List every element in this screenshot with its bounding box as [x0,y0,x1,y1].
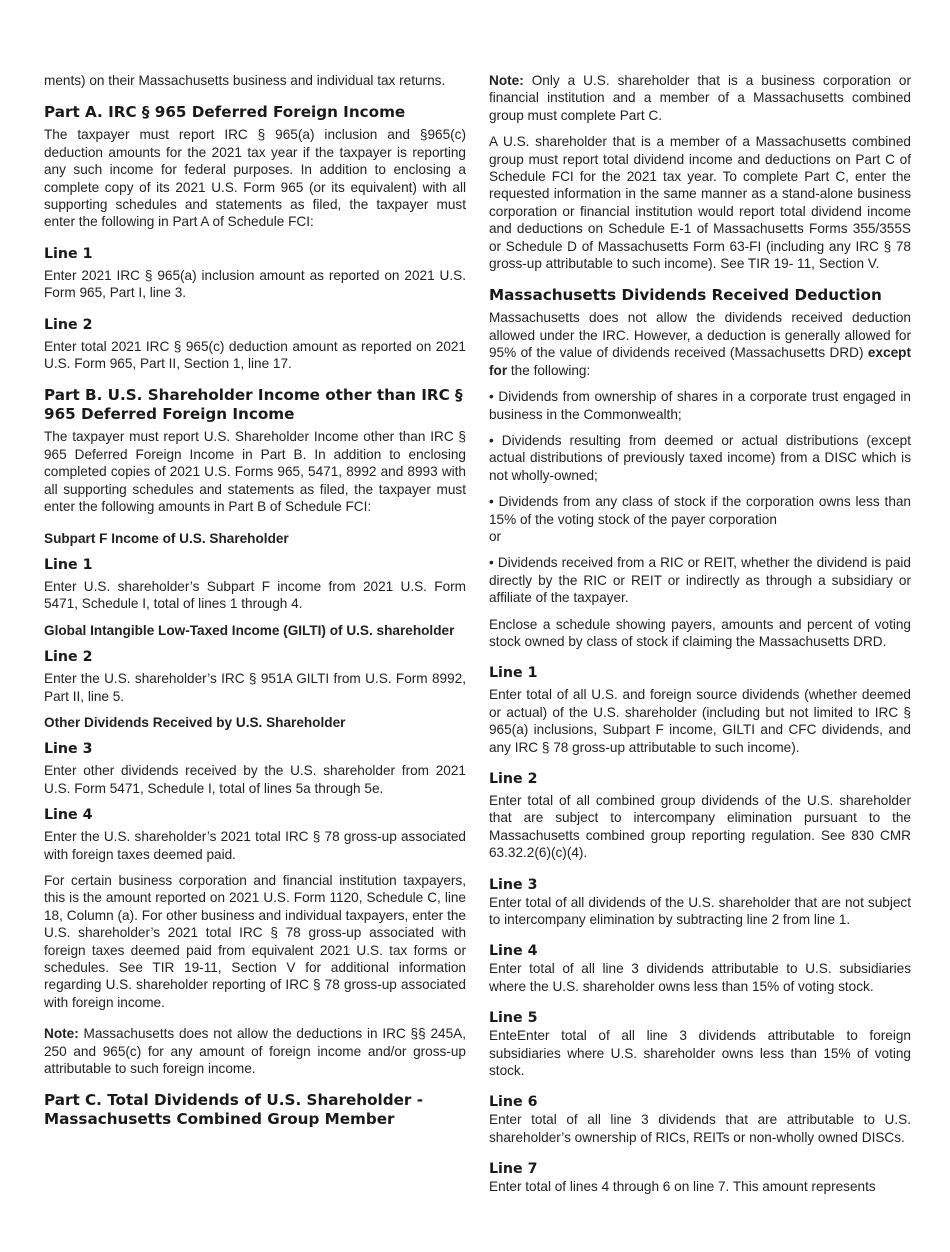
part-b-heading: Part B. U.S. Shareholder Income other than IRC § 965 Deferred Foreign Income [44,386,463,424]
part-a-line2-heading: Line 2 [44,316,93,333]
note-text: Only a U.S. shareholder that is a business corporation or financial institution and a member of a Massachusetts combined group must complete Part C. [489,73,911,123]
drd-heading: Massachusetts Dividends Received Deduction [489,286,882,305]
right-column [489,72,911,1196]
part-c-line7-text: Enter total of lines 4 through 6 on line 7. This amount represents [489,1179,876,1195]
part-a-line1-text: Enter 2021 IRC § 965(a) inclusion amount as reported on 2021 U.S. Form 965, Part I, line 3. [44,267,466,301]
drd-body-bold: except for [489,345,911,378]
subpart-f-heading: Subpart F Income of U.S. Shareholder [44,530,289,546]
other-dividends-heading: Other Dividends Received by U.S. Shareholder [44,714,346,730]
part-a-line1-heading: Line 1 [44,245,93,262]
part-c-line3-text: Enter total of all dividends of the U.S. shareholder that are not subject to intercompany elimination by subtracting line 2 from line 1. [489,894,911,928]
drd-bullet-3: • Dividends from any class of stock if the corporation owns less than 15% of the voting stock of the payer corporation [489,494,911,527]
part-b-line3-heading: Line 3 [44,741,93,758]
part-c-line3-heading: Line 3 [489,876,538,893]
gilti-heading: Global Intangible Low-Taxed Income (GILTI) of U.S. shareholder [44,622,455,638]
drd-body-post: the following: [507,362,591,378]
note-text: Massachusetts does not allow the deductions in IRC §§ 245A, 250 and 965(c) for any amount of foreign income and/or gross-up attributable to such foreign income. [44,1026,466,1077]
part-c-line5-text: EnteEnter total of all line 3 dividends attributable to foreign subsidiaries where U.S. shareholder owns less than 15% of voting stock. [489,1028,911,1079]
note-label: Note: [489,73,524,88]
part-b-note [44,1025,466,1077]
note-label: Note: [44,1026,79,1042]
left-column [44,72,466,1129]
part-c-body: A U.S. shareholder that is a member of a Massachusetts combined group must report total dividend income and deductions on Part C of Schedule FCI for the 2021 tax year. To complete Part C, enter the requested information in the same manner as a stand-alone business corporation or financial institution would report total dividend income and deductions on Schedule E-1 of Massachusetts Forms 355/355S or Schedule D of Massachusetts Form 63-FI (including any IRC § 78 gross-up attributable to such income). See TIR 19- 11, Section V. [489,134,911,272]
part-b-line4-detail: For certain business corporation and financial institution taxpayers, this is the amount reported on 2021 U.S. Form 1120, Schedule C, line 18, Column (a). For other business and individual taxpayers, enter the U.S. shareholder’s 2021 total IRC § 78 gross-up associated with foreign taxes deemed paid from equivalent 2021 U.S. tax forms or schedules. See TIR 19-11, Section V for additional information regarding U.S. shareholder reporting of IRC § 78 gross-up associated with foreign income. [44,872,466,1010]
part-b-line4-text: Enter the U.S. shareholder’s 2021 total IRC § 78 gross-up associated with foreign taxes deemed paid. [44,829,466,862]
part-c-line2-text: Enter total of all combined group dividends of the U.S. shareholder that are subject to intercompany elimination pursuant to the Massachusetts combined group reporting regulation. See 830 CMR 63.32.2(6)(c)(4). [489,793,911,861]
drd-bullet-3-or: or [489,528,502,544]
part-b-line3-text: Enter other dividends received by the U.S. shareholder from 2021 U.S. Form 5471, Schedule I, total of lines 5a through 5e. [44,763,466,796]
part-c-line2-heading: Line 2 [489,771,538,787]
part-c-note [489,72,911,124]
part-c-line1-heading: Line 1 [489,665,538,682]
drd-bullet-2: • Dividends resulting from deemed or actual distributions (except actual distributions of previously taxed income) from a DISC which is not wholly-owned; [489,432,911,483]
part-c-line4-text: Enter total of all line 3 dividends attributable to U.S. subsidiaries where the U.S. shareholder owns less than 15% of voting stock. [489,961,911,994]
part-b-line1-heading: Line 1 [44,556,93,573]
drd-enclose: Enclose a schedule showing payers, amounts and percent of voting stock owned by class of stock if claiming the Massachusetts DRD. [489,616,911,649]
part-a-heading: Part A. IRC § 965 Deferred Foreign Income [44,103,406,122]
part-c-line7-heading: Line 7 [489,1161,538,1178]
drd-bullet-1: • Dividends from ownership of shares in a corporate trust engaged in business in the Commonwealth; [489,389,911,422]
part-b-line4-heading: Line 4 [44,807,93,824]
part-c-line6-text: Enter total of all line 3 dividends that are attributable to U.S. shareholder’s ownership of RICs, REITs or non-wholly owned DISCs. [489,1112,911,1145]
part-b-line2-heading: Line 2 [44,649,93,666]
part-a-line2-text: Enter total 2021 IRC § 965(c) deduction amount as reported on 2021 U.S. Form 965, Part II, Section 1, line 17. [44,338,466,372]
part-b-line1-text: Enter U.S. shareholder’s Subpart F income from 2021 U.S. Form 5471, Schedule I, total of lines 1 through 4. [44,578,466,612]
part-c-line4-heading: Line 4 [489,943,538,960]
drd-body [489,309,911,379]
part-c-line6-heading: Line 6 [489,1094,538,1111]
part-b-line2-text: Enter the U.S. shareholder’s IRC § 951A GILTI from U.S. Form 8992, Part II, line 5. [44,671,466,704]
drd-bullet-4: • Dividends received from a RIC or REIT, whether the dividend is paid directly by the RIC or REIT or indirectly as through a subsidiary or affiliate of the taxpayer. [489,555,911,606]
part-a-body: The taxpayer must report IRC § 965(a) inclusion and §965(c) deduction amounts for the 2021 tax year if the taxpayer is reporting any such income for federal purposes. In addition to enclosing a complete copy of its 2021 U.S. Form 965 (or its equivalent) with all supporting schedules and statements as filed, the taxpayer must enter the following in Part A of Schedule FCI: [44,127,466,230]
part-c-line1-text: Enter total of all U.S. and foreign source dividends (whether deemed or actual) of the U.S. shareholder (including but not limited to IRC § 965(a) inclusions, Subpart F income, GILTI and CFC dividends, and any IRC § 78 gross-up attributable to such income). [489,687,911,755]
drd-body-pre: Massachusetts does not allow the dividends received deduction allowed under the IRC. However, a deduction is generally allowed for 95% of the value of dividends received (Massachusetts DRD) [489,310,911,361]
part-c-heading: Part C. Total Dividends of U.S. Shareholder - Massachusetts Combined Group Member [44,1091,424,1129]
part-c-line5-heading: Line 5 [489,1010,538,1027]
intro-continued: ments) on their Massachusetts business and individual tax returns. [44,73,446,88]
part-b-body: The taxpayer must report U.S. Shareholder Income other than IRC § 965 Deferred Foreign Income in Part B. In addition to enclosing completed copies of 2021 U.S. Forms 965, 5471, 8992 and 8993 with all supporting schedules and statements as filed, the taxpayer must enter the following amounts in Part B of Schedule FCI: [44,429,466,515]
